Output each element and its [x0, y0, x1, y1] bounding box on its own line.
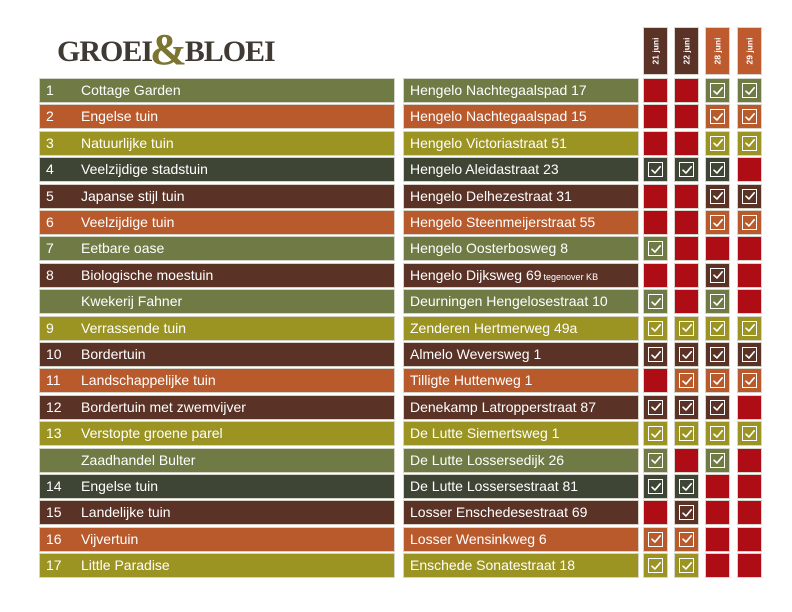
garden-address-cell: [403, 421, 639, 446]
date-cell-open: [705, 263, 730, 288]
check-icon: [679, 162, 694, 177]
date-cell-closed: [705, 236, 730, 261]
garden-number: 12: [46, 398, 62, 415]
garden-name: Verstopte groene parel: [81, 425, 223, 442]
check-icon: [742, 373, 757, 388]
garden-address-cell: [403, 474, 639, 499]
date-cell-closed: [643, 104, 668, 129]
garden-number: 10: [46, 346, 62, 362]
garden-name-cell: [39, 553, 395, 578]
table-row: [0, 342, 792, 368]
check-icon: [648, 241, 663, 256]
garden-address-cell: [403, 316, 639, 341]
date-cell-closed: [674, 78, 699, 103]
date-cell-open: [674, 368, 699, 393]
garden-name-cell: [39, 289, 395, 314]
check-icon: [710, 400, 725, 415]
date-cell-closed: [737, 527, 762, 552]
check-icon: [742, 215, 757, 230]
garden-name: Eetbare oase: [81, 240, 165, 257]
garden-name: Engelse tuin: [81, 108, 159, 125]
date-cell-closed: [737, 289, 762, 314]
date-cell-open: [674, 553, 699, 578]
garden-address-cell: [403, 342, 639, 367]
address-note: tegenover KB: [543, 271, 599, 282]
check-icon: [679, 373, 694, 388]
date-cell-open: [643, 289, 668, 314]
date-cell-open: [643, 236, 668, 261]
table-row: [0, 104, 792, 130]
table-row: [0, 500, 792, 526]
garden-name-cell: [39, 368, 395, 393]
date-cell-open: [737, 342, 762, 367]
date-cell-closed: [643, 368, 668, 393]
garden-address-cell: [403, 104, 639, 129]
check-icon: [679, 479, 694, 494]
check-icon: [648, 294, 663, 309]
garden-name-cell: [39, 184, 395, 209]
table-row: [0, 210, 792, 236]
date-cell-open: [674, 527, 699, 552]
garden-address-cell: [403, 184, 639, 209]
garden-name-cell: [39, 342, 395, 367]
date-cell-closed: [674, 263, 699, 288]
check-icon: [710, 109, 725, 124]
garden-address: Hengelo Aleidastraat 23: [410, 161, 559, 178]
table-row: [0, 553, 792, 579]
logo-word-groei: GROEI: [57, 35, 153, 68]
table-row: [0, 421, 792, 447]
date-header: [643, 27, 668, 75]
garden-name-cell: [39, 395, 395, 420]
date-cell-closed: [737, 395, 762, 420]
date-cell-closed: [674, 184, 699, 209]
check-icon: [710, 453, 725, 468]
date-cell-closed: [737, 236, 762, 261]
check-icon: [742, 321, 757, 336]
date-header: [674, 27, 699, 75]
date-cell-closed: [737, 553, 762, 578]
check-icon: [648, 532, 663, 547]
garden-address: De Lutte Siemertsweg 1: [410, 425, 560, 442]
date-cell-closed: [737, 500, 762, 525]
date-cell-open: [643, 474, 668, 499]
garden-number: 13: [46, 425, 62, 442]
check-icon: [679, 532, 694, 547]
date-cell-open: [737, 184, 762, 209]
garden-name-cell: [39, 104, 395, 129]
check-icon: [679, 347, 694, 362]
garden-name: Bordertuin met zwemvijver: [81, 398, 246, 415]
garden-address-cell: [403, 263, 639, 288]
date-cell-closed: [643, 210, 668, 235]
check-icon: [710, 294, 725, 309]
garden-address: Hengelo Dijksweg 69: [410, 266, 542, 283]
garden-address-cell: [403, 448, 639, 473]
date-cell-open: [705, 448, 730, 473]
date-cell-closed: [737, 448, 762, 473]
garden-name: Biologische moestuin: [81, 266, 214, 283]
date-cell-closed: [705, 527, 730, 552]
date-cell-closed: [643, 184, 668, 209]
check-icon: [679, 505, 694, 520]
garden-number: 3: [46, 134, 54, 151]
garden-name: Bordertuin: [81, 346, 146, 362]
garden-name-cell: [39, 131, 395, 156]
garden-number: 11: [46, 372, 61, 389]
garden-address-cell: [403, 500, 639, 525]
check-icon: [648, 321, 663, 336]
date-cell-closed: [674, 104, 699, 129]
garden-address: De Lutte Lossersedijk 26: [410, 451, 565, 468]
date-header-label: 22 juni: [681, 37, 692, 65]
date-cell-closed: [705, 500, 730, 525]
check-icon: [648, 347, 663, 362]
check-icon: [710, 189, 725, 204]
date-cell-open: [643, 421, 668, 446]
date-cell-open: [643, 448, 668, 473]
date-cell-closed: [737, 157, 762, 182]
check-icon: [679, 558, 694, 573]
date-cell-open: [643, 553, 668, 578]
check-icon: [679, 426, 694, 441]
date-cell-open: [643, 342, 668, 367]
logo-ampersand: &: [150, 25, 187, 74]
check-icon: [710, 83, 725, 98]
check-icon: [710, 347, 725, 362]
date-cell-open: [705, 421, 730, 446]
date-header: [705, 27, 730, 75]
logo-word-bloei: BLOEI: [184, 35, 275, 68]
garden-address-cell: [403, 527, 639, 552]
garden-name-cell: [39, 316, 395, 341]
date-cell-open: [674, 395, 699, 420]
garden-address-cell: [403, 157, 639, 182]
date-cell-closed: [737, 474, 762, 499]
date-cell-open: [705, 104, 730, 129]
date-cell-open: [705, 316, 730, 341]
date-cell-open: [705, 342, 730, 367]
check-icon: [742, 83, 757, 98]
date-cell-closed: [643, 131, 668, 156]
table-row: [0, 157, 792, 183]
table-row: [0, 263, 792, 289]
date-cell-closed: [705, 553, 730, 578]
table-row: [0, 474, 792, 500]
date-cell-open: [737, 210, 762, 235]
date-cell-open: [674, 157, 699, 182]
garden-number: 9: [46, 319, 54, 336]
check-icon: [679, 321, 694, 336]
garden-address-cell: [403, 210, 639, 235]
garden-number: 7: [46, 240, 54, 257]
garden-name: Cottage Garden: [81, 82, 181, 98]
garden-address: Denekamp Latropperstraat 87: [410, 398, 596, 415]
date-cell-closed: [674, 210, 699, 235]
date-cell-closed: [643, 263, 668, 288]
garden-address-cell: [403, 368, 639, 393]
garden-address-cell: [403, 131, 639, 156]
date-cell-closed: [674, 131, 699, 156]
table-row: [0, 78, 792, 104]
garden-number: 2: [46, 108, 54, 125]
date-cell-open: [674, 421, 699, 446]
check-icon: [648, 453, 663, 468]
date-cell-closed: [705, 474, 730, 499]
check-icon: [742, 189, 757, 204]
garden-name: Landschappelijke tuin: [81, 372, 216, 389]
check-icon: [648, 558, 663, 573]
date-cell-open: [643, 395, 668, 420]
garden-address: Enschede Sonatestraat 18: [410, 557, 576, 574]
check-icon: [742, 347, 757, 362]
garden-address: Zenderen Hertmerweg 49a: [410, 319, 578, 336]
garden-address: Hengelo Nachtegaalspad 15: [410, 108, 587, 125]
garden-number: 6: [46, 214, 54, 230]
garden-name-cell: [39, 421, 395, 446]
date-cell-open: [643, 157, 668, 182]
check-icon: [742, 109, 757, 124]
garden-name: Veelzijdige stadstuin: [81, 161, 208, 178]
date-cell-closed: [674, 236, 699, 261]
garden-address: De Lutte Lossersestraat 81: [410, 478, 579, 494]
garden-address: Hengelo Victoriastraat 51: [410, 134, 567, 151]
date-cell-open: [737, 131, 762, 156]
date-cell-open: [705, 157, 730, 182]
garden-name-cell: [39, 448, 395, 473]
date-cell-open: [737, 316, 762, 341]
garden-name-cell: [39, 78, 395, 103]
garden-address: Losser Enschedesestraat 69: [410, 504, 588, 521]
date-cell-open: [705, 78, 730, 103]
date-cell-open: [643, 527, 668, 552]
table-row: [0, 289, 792, 315]
garden-name: Zaadhandel Bulter: [81, 451, 196, 468]
date-cell-open: [737, 78, 762, 103]
garden-number: 14: [46, 478, 62, 494]
date-cell-open: [674, 474, 699, 499]
garden-name: Engelse tuin: [81, 478, 159, 494]
garden-number: 8: [46, 266, 54, 283]
garden-name: Verrassende tuin: [81, 319, 187, 336]
date-cell-open: [737, 421, 762, 446]
garden-name: Natuurlijke tuin: [81, 134, 174, 151]
check-icon: [742, 426, 757, 441]
table-row: [0, 236, 792, 262]
garden-name: Japanse stijl tuin: [81, 187, 185, 204]
garden-number: 17: [46, 557, 62, 574]
date-cell-open: [705, 368, 730, 393]
garden-name: Little Paradise: [81, 557, 170, 574]
date-header-label: 29 juni: [744, 37, 755, 65]
garden-name: Kwekerij Fahner: [81, 293, 183, 310]
garden-address-cell: [403, 78, 639, 103]
garden-address-cell: [403, 289, 639, 314]
date-cell-closed: [674, 448, 699, 473]
garden-address-cell: [403, 553, 639, 578]
garden-address: Hengelo Oosterbosweg 8: [410, 240, 568, 257]
check-icon: [710, 426, 725, 441]
date-cell-open: [737, 368, 762, 393]
check-icon: [648, 400, 663, 415]
garden-address: Tilligte Huttenweg 1: [410, 372, 533, 389]
garden-name: Vijvertuin: [81, 530, 139, 547]
date-cell-open: [705, 131, 730, 156]
date-header-label: 28 juni: [712, 37, 723, 65]
check-icon: [710, 162, 725, 177]
table-row: [0, 448, 792, 474]
table-row: [0, 316, 792, 342]
table-row: [0, 184, 792, 210]
garden-number: 5: [46, 187, 54, 204]
garden-name-cell: [39, 263, 395, 288]
date-cell-closed: [674, 289, 699, 314]
garden-name: Landelijke tuin: [81, 504, 171, 521]
date-cell-open: [674, 316, 699, 341]
garden-address: Deurningen Hengelosestraat 10: [410, 293, 608, 310]
date-cell-closed: [643, 500, 668, 525]
date-cell-open: [705, 184, 730, 209]
garden-number: 15: [46, 504, 62, 521]
garden-name-cell: [39, 157, 395, 182]
garden-address: Hengelo Delhezestraat 31: [410, 187, 572, 204]
garden-address: Hengelo Nachtegaalspad 17: [410, 82, 587, 98]
date-cell-open: [737, 104, 762, 129]
check-icon: [710, 268, 725, 283]
garden-name-cell: [39, 500, 395, 525]
check-icon: [648, 479, 663, 494]
garden-name: Veelzijdige tuin: [81, 214, 175, 230]
date-cell-open: [705, 210, 730, 235]
garden-address: Almelo Weversweg 1: [410, 346, 542, 362]
date-cell-closed: [737, 263, 762, 288]
date-cell-open: [705, 395, 730, 420]
check-icon: [710, 136, 725, 151]
logo: [57, 25, 275, 74]
check-icon: [648, 426, 663, 441]
date-cell-open: [674, 500, 699, 525]
date-cell-open: [705, 289, 730, 314]
garden-number: 16: [46, 530, 62, 547]
garden-address: Losser Wensinkweg 6: [410, 530, 547, 547]
garden-name-cell: [39, 527, 395, 552]
check-icon: [710, 373, 725, 388]
date-header-label: 21 juni: [650, 37, 661, 65]
garden-address-cell: [403, 236, 639, 261]
check-icon: [648, 162, 663, 177]
date-cell-open: [674, 342, 699, 367]
garden-name-cell: [39, 474, 395, 499]
date-cell-closed: [643, 78, 668, 103]
garden-name-cell: [39, 236, 395, 261]
table-row: [0, 131, 792, 157]
table-row: [0, 368, 792, 394]
check-icon: [710, 215, 725, 230]
date-header: [737, 27, 762, 75]
garden-number: 1: [46, 82, 54, 98]
garden-number: 4: [46, 161, 54, 178]
check-icon: [679, 400, 694, 415]
table-row: [0, 395, 792, 421]
check-icon: [742, 136, 757, 151]
garden-name-cell: [39, 210, 395, 235]
date-cell-open: [643, 316, 668, 341]
garden-address-cell: [403, 395, 639, 420]
check-icon: [710, 321, 725, 336]
table-row: [0, 527, 792, 553]
garden-address: Hengelo Steenmeijerstraat 55: [410, 214, 596, 230]
